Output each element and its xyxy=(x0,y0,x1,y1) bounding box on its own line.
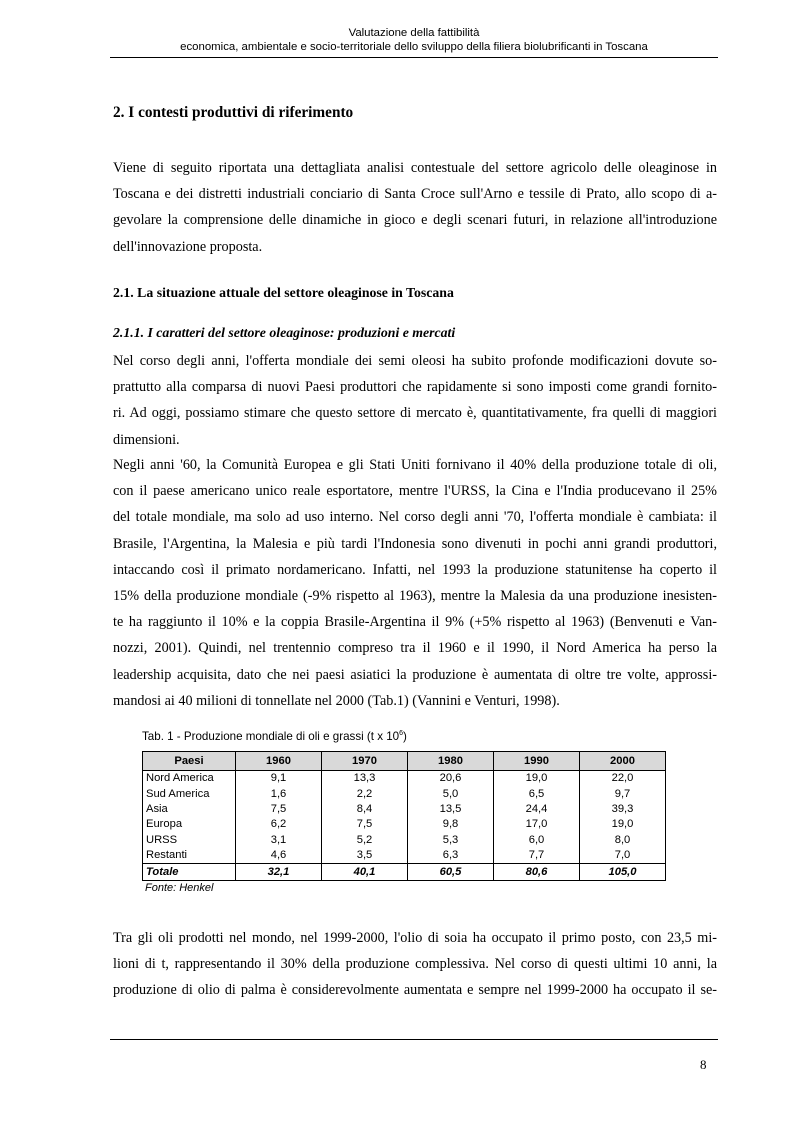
table-cell: 7,0 xyxy=(580,848,666,864)
table-cell: 5,0 xyxy=(408,786,494,801)
table-cell: 32,1 xyxy=(236,864,322,880)
table-cell: 5,2 xyxy=(322,833,408,848)
table-row xyxy=(143,817,666,832)
text-line: Brasile, l'Argentina, la Malesia e più tardi l'Indonesia sono divenuti in pochi anni grandi produttori, xyxy=(113,535,717,552)
body-paragraph-3 xyxy=(113,925,717,1004)
text-line: Tra gli oli prodotti nel mondo, nel 1999-2000, l'olio di soia ha occupato il primo posto, con 23,5 mi- xyxy=(113,930,717,946)
table-cell: 80,6 xyxy=(494,864,580,880)
table-cell: 6,5 xyxy=(494,786,580,801)
column-header: Paesi xyxy=(143,752,236,771)
table-cell: 6,3 xyxy=(408,848,494,864)
text-line: dell'innovazione proposta. xyxy=(113,238,263,255)
table-cell: Nord America xyxy=(143,771,236,787)
table-cell: 17,0 xyxy=(494,817,580,832)
subsection-title: 2.1. La situazione attuale del settore oleaginose in Toscana xyxy=(113,285,454,300)
body-paragraph-1 xyxy=(113,348,717,453)
table-header-row xyxy=(143,752,666,771)
table-row xyxy=(143,771,666,787)
production-table xyxy=(142,751,666,881)
table-cell: 20,6 xyxy=(408,771,494,787)
text-line: lioni di t, rappresentando il 30% della produzione complessiva. Nel corso di questi ultimi 10 anni, la xyxy=(113,956,717,973)
text-line: produzione di olio di palma è considerevolmente aumentata e sempre nel 1999-2000 ha occupato il se- xyxy=(113,982,717,999)
text-line: nozzi, 2001). Quindi, nel trentennio compreso tra il 1960 e il 1990, il Nord America ha perso la xyxy=(113,640,717,657)
table-cell: 9,7 xyxy=(580,786,666,801)
table-cell: 13,5 xyxy=(408,802,494,817)
table-cell: 105,0 xyxy=(580,864,666,880)
table-cell: 40,1 xyxy=(322,864,408,880)
table-cell: 3,1 xyxy=(236,833,322,848)
table-caption xyxy=(142,730,407,743)
text-line: Toscana e dei distretti industriali conciario di Santa Croce sull'Arno e tessile di Prato, allo scopo di a- xyxy=(113,186,717,203)
text-line: ri. Ad oggi, possiamo stimare che questo settore di mercato è, quantitativamente, fra quelli di maggiori xyxy=(113,405,717,422)
header-line-1: Valutazione della fattibilità xyxy=(348,27,480,39)
column-header: 1980 xyxy=(408,752,494,771)
table-source: Fonte: Henkel xyxy=(145,882,214,894)
table-cell: 5,3 xyxy=(408,833,494,848)
table-cell: 6,0 xyxy=(494,833,580,848)
table-row xyxy=(143,833,666,848)
page-number: 8 xyxy=(700,1057,707,1072)
table-row xyxy=(143,786,666,801)
table-row xyxy=(143,802,666,817)
body-paragraph-2 xyxy=(113,452,717,714)
table-cell: Europa xyxy=(143,817,236,832)
table-cell: Asia xyxy=(143,802,236,817)
text-line: 15% della produzione mondiale (-9% rispetto al 1963), mentre la Malesia da una produzione inesisten- xyxy=(113,587,717,604)
text-line: Nel corso degli anni, l'offerta mondiale dei semi oleosi ha subito profonde modificazioni dovute so- xyxy=(113,353,717,369)
table-total-row xyxy=(143,864,666,880)
table-cell: Restanti xyxy=(143,848,236,864)
table-cell: 8,4 xyxy=(322,802,408,817)
table-caption-exponent: 6 xyxy=(399,730,404,738)
table-caption-end: ) xyxy=(403,730,407,743)
table-cell: 19,0 xyxy=(580,817,666,832)
text-line: Negli anni '60, la Comunità Europea e gli Stati Uniti fornivano il 40% della produzione totale di oli, xyxy=(113,457,717,473)
table-cell: 7,7 xyxy=(494,848,580,864)
table-cell: 8,0 xyxy=(580,833,666,848)
intro-paragraph xyxy=(113,155,717,260)
table-cell: 7,5 xyxy=(236,802,322,817)
text-line: del totale mondiale, ma solo ad uso interno. Nel corso degli anni '70, l'offerta mondiale è cambiata: il xyxy=(113,509,717,526)
text-line: leadership acquisita, dato che nei paesi asiatici la produzione è aumentata di oltre tre volte, approssi- xyxy=(113,666,717,683)
text-line: Viene di seguito riportata una dettagliata analisi contestuale del settore agricolo delle oleaginose in xyxy=(113,160,717,176)
column-header: 1990 xyxy=(494,752,580,771)
text-line: gevolare la comprensione delle dinamiche in gioco e degli scenari futuri, in relazione all'introduzione xyxy=(113,212,717,229)
column-header: 2000 xyxy=(580,752,666,771)
table-cell: Sud America xyxy=(143,786,236,801)
table-cell: 4,6 xyxy=(236,848,322,864)
table-cell: URSS xyxy=(143,833,236,848)
text-line: prattutto alla comparsa di nuovi Paesi produttori che rapidamente si sono imposti come grandi fornito- xyxy=(113,379,717,396)
table-cell: 13,3 xyxy=(322,771,408,787)
column-header: 1960 xyxy=(236,752,322,771)
subsubsection-title: 2.1.1. I caratteri del settore oleaginose: produzioni e mercati xyxy=(113,325,456,340)
running-header xyxy=(110,26,718,54)
table-cell: 1,6 xyxy=(236,786,322,801)
table-cell: 9,1 xyxy=(236,771,322,787)
column-header: 1970 xyxy=(322,752,408,771)
table-cell: 24,4 xyxy=(494,802,580,817)
header-rule xyxy=(110,57,718,58)
section-title: 2. I contesti produttivi di riferimento xyxy=(113,104,354,121)
table-cell: 9,8 xyxy=(408,817,494,832)
table-cell: 3,5 xyxy=(322,848,408,864)
text-line: intaccando così il primato nordamericano. Infatti, nel 1993 la produzione statunitense ha coperto il xyxy=(113,561,717,578)
table-cell: 7,5 xyxy=(322,817,408,832)
text-line: te ha raggiunto il 10% e la coppia Brasile-Argentina il 9% (+5% rispetto al 1963) (Benvenuti e Van- xyxy=(113,614,717,631)
text-line: con il paese americano unico reale esportatore, mentre l'URSS, la Cina e l'India producevano il 25% xyxy=(113,483,717,500)
table-cell: 2,2 xyxy=(322,786,408,801)
table-row xyxy=(143,848,666,864)
table-cell: 60,5 xyxy=(408,864,494,880)
text-line: dimensioni. xyxy=(113,431,180,448)
table-cell: 39,3 xyxy=(580,802,666,817)
table-cell: 19,0 xyxy=(494,771,580,787)
table-cell: 6,2 xyxy=(236,817,322,832)
text-line: mandosi ai 40 milioni di tonnellate nel 2000 (Tab.1) (Vannini e Venturi, 1998). xyxy=(113,692,560,709)
footer-rule xyxy=(110,1039,718,1040)
table-cell: Totale xyxy=(143,864,236,880)
header-line-2: economica, ambientale e socio-territoriale dello sviluppo della filiera biolubrificanti in Toscana xyxy=(180,41,648,53)
table-caption-text: Tab. 1 - Produzione mondiale di oli e grassi (t x 10 xyxy=(142,730,400,743)
table-cell: 22,0 xyxy=(580,771,666,787)
